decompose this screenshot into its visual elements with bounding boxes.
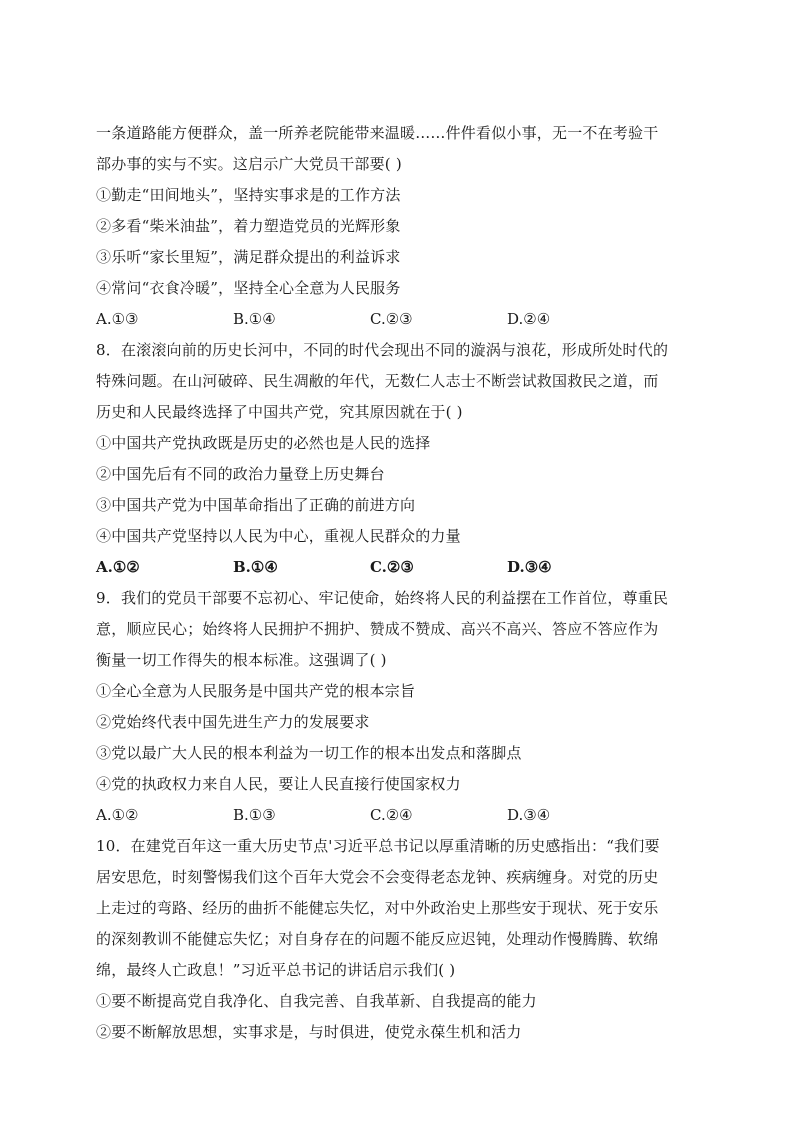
option-c[interactable]: C.②③ xyxy=(370,310,413,328)
question-stem-line: 衡量一切工作得失的根本标准。这强调了( ) xyxy=(96,651,387,669)
answer-options xyxy=(96,800,700,831)
question-stem-line: 9．我们的党员干部要不忘初心、牢记使命，始终将人民的利益摆在工作首位，尊重民 xyxy=(96,589,669,607)
option-d[interactable]: D.②④ xyxy=(507,310,551,328)
statement-item: ②党始终代表中国先进生产力的发展要求 xyxy=(96,713,370,731)
statement-item: ①要不断提高党自我净化、自我完善、自我革新、自我提高的能力 xyxy=(96,992,537,1010)
question-stem-line: 8．在滚滚向前的历史长河中，不同的时代会现出不同的漩涡与浪花，形成所处时代的 xyxy=(96,341,669,359)
question-stem-line: 居安思危，时刻警惕我们这个百年大党会不会变得老态龙钟、疾病缠身。对党的历史 xyxy=(96,868,659,886)
question-10 xyxy=(96,831,700,1048)
question-stem-line: 上走过的弯路、经历的曲折不能健忘失忆，对中外政治史上那些安于现状、死于安乐 xyxy=(96,899,659,917)
answer-options xyxy=(96,304,700,335)
statement-item: ③中国共产党为中国革命指出了正确的前进方向 xyxy=(96,496,416,514)
statement-item: ④党的执政权力来自人民，要让人民直接行使国家权力 xyxy=(96,775,461,793)
statement-item: ②要不断解放思想，实事求是，与时俱进，使党永葆生机和活力 xyxy=(96,1023,522,1041)
statement-item: ③党以最广大人民的根本利益为一切工作的根本出发点和落脚点 xyxy=(96,744,522,762)
statement-item: ②中国先后有不同的政治力量登上历史舞台 xyxy=(96,465,385,483)
option-c[interactable]: C.②③ xyxy=(370,558,414,576)
question-stem-line: 历史和人民最终选择了中国共产党，究其原因就在于( ) xyxy=(96,403,463,421)
statement-item: ②多看“柴米油盐”，着力塑造党员的光辉形象 xyxy=(96,217,401,235)
statement-item: ①全心全意为人民服务是中国共产党的根本宗旨 xyxy=(96,682,416,700)
option-b[interactable]: B.①③ xyxy=(233,806,276,824)
exam-page xyxy=(96,118,700,1048)
question-stem-line: 意，顺应民心；始终将人民拥护不拥护、赞成不赞成、高兴不高兴、答应不答应作为 xyxy=(96,620,659,638)
statement-item: ③乐听“家长里短”，满足群众提出的利益诉求 xyxy=(96,248,401,266)
question-stem-line: 一条道路能方便群众，盖一所养老院能带来温暖……件件看似小事，无一不在考验干 xyxy=(96,124,659,142)
question-stem-line: 特殊问题。在山河破碎、民生凋敝的年代，无数仁人志士不断尝试救国救民之道，而 xyxy=(96,372,659,390)
option-b[interactable]: B.①④ xyxy=(233,558,278,576)
answer-options xyxy=(96,552,700,583)
option-d[interactable]: D.③④ xyxy=(507,806,551,824)
question-stem-line: 绵，最终人亡政息！”习近平总书记的讲话启示我们( ) xyxy=(96,961,456,979)
option-d[interactable]: D.③④ xyxy=(507,558,552,576)
question-8 xyxy=(96,335,700,583)
option-a[interactable]: A.①② xyxy=(96,806,139,824)
statement-item: ①勤走“田间地头”，坚持实事求是的工作方法 xyxy=(96,186,401,204)
question-stem-line: 部办事的实与不实。这启示广大党员干部要( ) xyxy=(96,155,402,173)
question-stem-line: 10．在建党百年这一重大历史节点'习近平总书记以厚重清晰的历史感指出：“我们要 xyxy=(96,837,660,855)
option-a[interactable]: A.①② xyxy=(96,558,140,576)
statement-item: ①中国共产党执政既是历史的必然也是人民的选择 xyxy=(96,434,431,452)
option-b[interactable]: B.①④ xyxy=(233,310,276,328)
question-9 xyxy=(96,583,700,831)
option-a[interactable]: A.①③ xyxy=(96,310,139,328)
statement-item: ④中国共产党坚持以人民为中心，重视人民群众的力量 xyxy=(96,527,461,545)
option-c[interactable]: C.②④ xyxy=(370,806,413,824)
question-7 xyxy=(96,118,700,335)
statement-item: ④常问“衣食冷暖”，坚持全心全意为人民服务 xyxy=(96,279,401,297)
question-stem-line: 的深刻教训不能健忘失忆；对自身存在的问题不能反应迟钝，处理动作慢腾腾、软绵 xyxy=(96,930,659,948)
